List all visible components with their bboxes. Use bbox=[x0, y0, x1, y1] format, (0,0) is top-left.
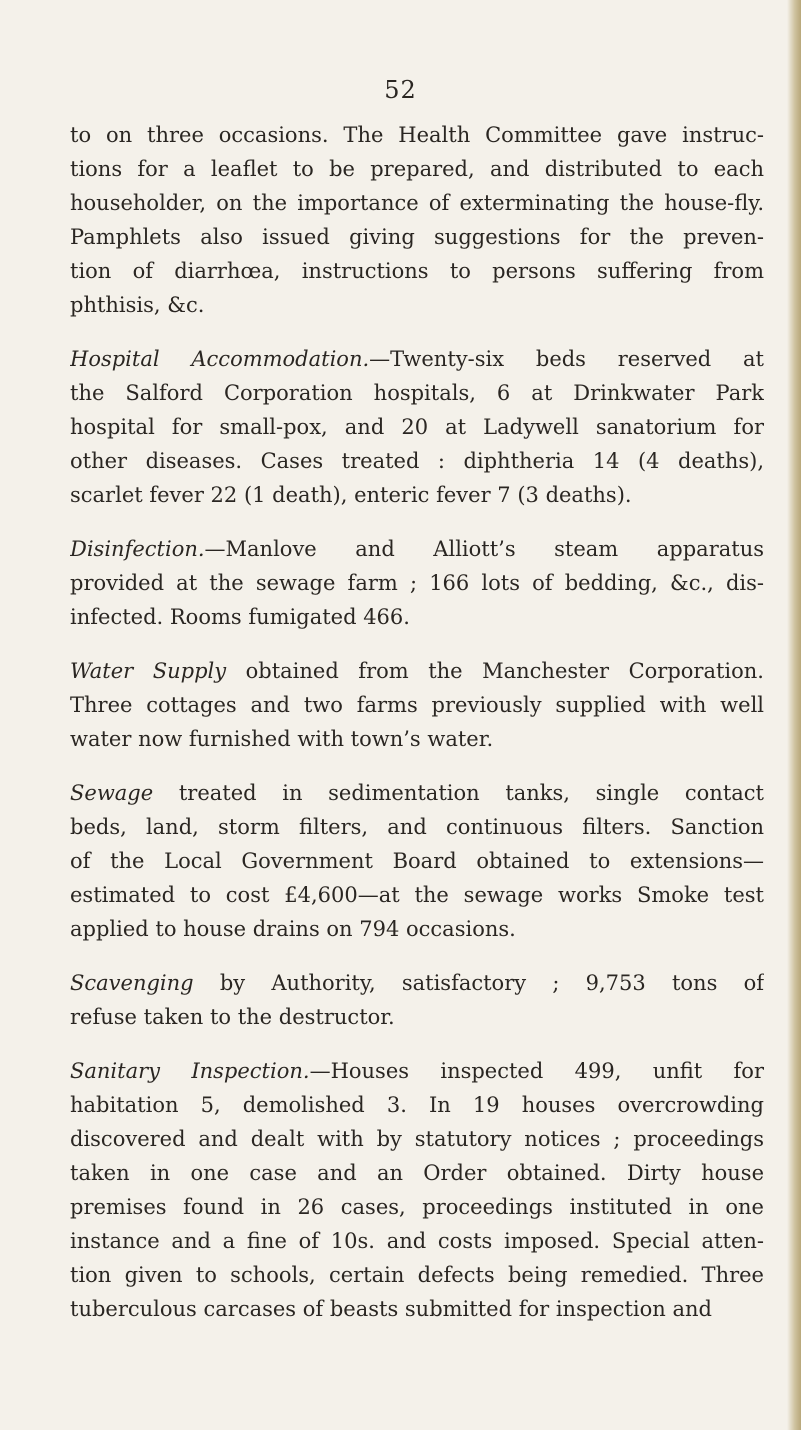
body-text bbox=[70, 118, 764, 1326]
text-line bbox=[70, 1156, 764, 1190]
section-heading: Water Supply bbox=[70, 659, 227, 683]
text-line bbox=[70, 912, 764, 946]
section-heading: Sewage bbox=[70, 781, 154, 805]
line-text: tion of diarrhœa, instructions to persons suffering from bbox=[70, 259, 764, 283]
line-text: taken in one case and an Order obtained. Dirty house bbox=[70, 1161, 764, 1185]
page-edge-shadow bbox=[787, 0, 801, 1430]
paragraph-gap bbox=[70, 634, 764, 654]
text-line bbox=[70, 878, 764, 912]
line-text: water now furnished with town’s water. bbox=[70, 727, 494, 751]
text-line bbox=[70, 566, 764, 600]
text-line bbox=[70, 1122, 764, 1156]
line-text: provided at the sewage farm ; 166 lots of bedding, &c., dis- bbox=[70, 571, 764, 595]
line-text: beds, land, storm filters, and continuous filters. Sanction bbox=[70, 815, 764, 839]
line-text: tions for a leaflet to be prepared, and distributed to each bbox=[70, 157, 764, 181]
text-line bbox=[70, 810, 764, 844]
line-text: infected. Rooms fumigated 466. bbox=[70, 605, 410, 629]
text-line bbox=[70, 1224, 764, 1258]
paragraph bbox=[70, 966, 764, 1034]
paragraph bbox=[70, 532, 764, 634]
text-line bbox=[70, 342, 764, 376]
line-text: applied to house drains on 794 occasions. bbox=[70, 917, 516, 941]
line-text: —Houses inspected 499, unfit for bbox=[309, 1059, 764, 1083]
paragraph-gap bbox=[70, 946, 764, 966]
line-text: instance and a fine of 10s. and costs imposed. Special atten- bbox=[70, 1229, 764, 1253]
paragraph-gap bbox=[70, 756, 764, 776]
text-line bbox=[70, 444, 764, 478]
text-line bbox=[70, 220, 764, 254]
text-line bbox=[70, 1258, 764, 1292]
section-heading: Sanitary Inspection. bbox=[70, 1059, 310, 1083]
line-text: tion given to schools, certain defects being remedied. Three bbox=[70, 1263, 764, 1287]
line-text: Three cottages and two farms previously supplied with well bbox=[70, 693, 764, 717]
text-line bbox=[70, 844, 764, 878]
text-line bbox=[70, 688, 764, 722]
text-line bbox=[70, 254, 764, 288]
text-line bbox=[70, 1000, 764, 1034]
line-text: the Salford Corporation hospitals, 6 at Drinkwater Park bbox=[70, 381, 764, 405]
text-line bbox=[70, 1054, 764, 1088]
text-line bbox=[70, 478, 764, 512]
line-text: refuse taken to the destructor. bbox=[70, 1005, 395, 1029]
paragraph bbox=[70, 776, 764, 946]
line-text: to on three occasions. The Health Committee gave instruc- bbox=[70, 123, 764, 147]
paragraph-gap bbox=[70, 1034, 764, 1054]
paragraph-gap bbox=[70, 322, 764, 342]
section-heading: Disinfection. bbox=[70, 537, 205, 561]
line-text: —Manlove and Alliott’s steam apparatus bbox=[204, 537, 764, 561]
line-text: tuberculous carcases of beasts submitted for inspection and bbox=[70, 1297, 712, 1321]
line-text: premises found in 26 cases, proceedings instituted in one bbox=[70, 1195, 764, 1219]
text-line bbox=[70, 654, 764, 688]
text-line bbox=[70, 152, 764, 186]
text-line bbox=[70, 410, 764, 444]
text-line bbox=[70, 532, 764, 566]
text-line bbox=[70, 118, 764, 152]
paragraph bbox=[70, 118, 764, 322]
line-text: scarlet fever 22 (1 death), enteric fever 7 (3 deaths). bbox=[70, 483, 632, 507]
line-text: discovered and dealt with by statutory notices ; proceedings bbox=[70, 1127, 764, 1151]
line-text: habitation 5, demolished 3. In 19 houses overcrowding bbox=[70, 1093, 764, 1117]
text-line bbox=[70, 1190, 764, 1224]
line-text: Pamphlets also issued giving suggestions for the preven- bbox=[70, 225, 764, 249]
line-text: —Twenty-six beds reserved at bbox=[369, 347, 764, 371]
text-line bbox=[70, 776, 764, 810]
line-text: treated in sedimentation tanks, single contact bbox=[153, 781, 764, 805]
text-line bbox=[70, 186, 764, 220]
line-text: hospital for small-pox, and 20 at Ladywell sanatorium for bbox=[70, 415, 764, 439]
text-line bbox=[70, 1292, 764, 1326]
paragraph bbox=[70, 342, 764, 512]
line-text: estimated to cost £4,600—at the sewage works Smoke test bbox=[70, 883, 764, 907]
text-line bbox=[70, 600, 764, 634]
section-heading: Hospital Accommodation. bbox=[70, 347, 370, 371]
text-line bbox=[70, 722, 764, 756]
paragraph-gap bbox=[70, 512, 764, 532]
section-heading: Scavenging bbox=[70, 971, 194, 995]
text-line bbox=[70, 966, 764, 1000]
line-text: householder, on the importance of exterminating the house-fly. bbox=[70, 191, 764, 215]
text-line bbox=[70, 1088, 764, 1122]
line-text: of the Local Government Board obtained to extensions— bbox=[70, 849, 764, 873]
text-line bbox=[70, 288, 764, 322]
paragraph bbox=[70, 1054, 764, 1326]
line-text: phthisis, &c. bbox=[70, 293, 205, 317]
text-line bbox=[70, 376, 764, 410]
paragraph bbox=[70, 654, 764, 756]
line-text: by Authority, satisfactory ; 9,753 tons of bbox=[193, 971, 764, 995]
page-number: 52 bbox=[384, 76, 417, 104]
line-text: other diseases. Cases treated : diphtheria 14 (4 deaths), bbox=[70, 449, 764, 473]
line-text: obtained from the Manchester Corporation. bbox=[226, 659, 764, 683]
